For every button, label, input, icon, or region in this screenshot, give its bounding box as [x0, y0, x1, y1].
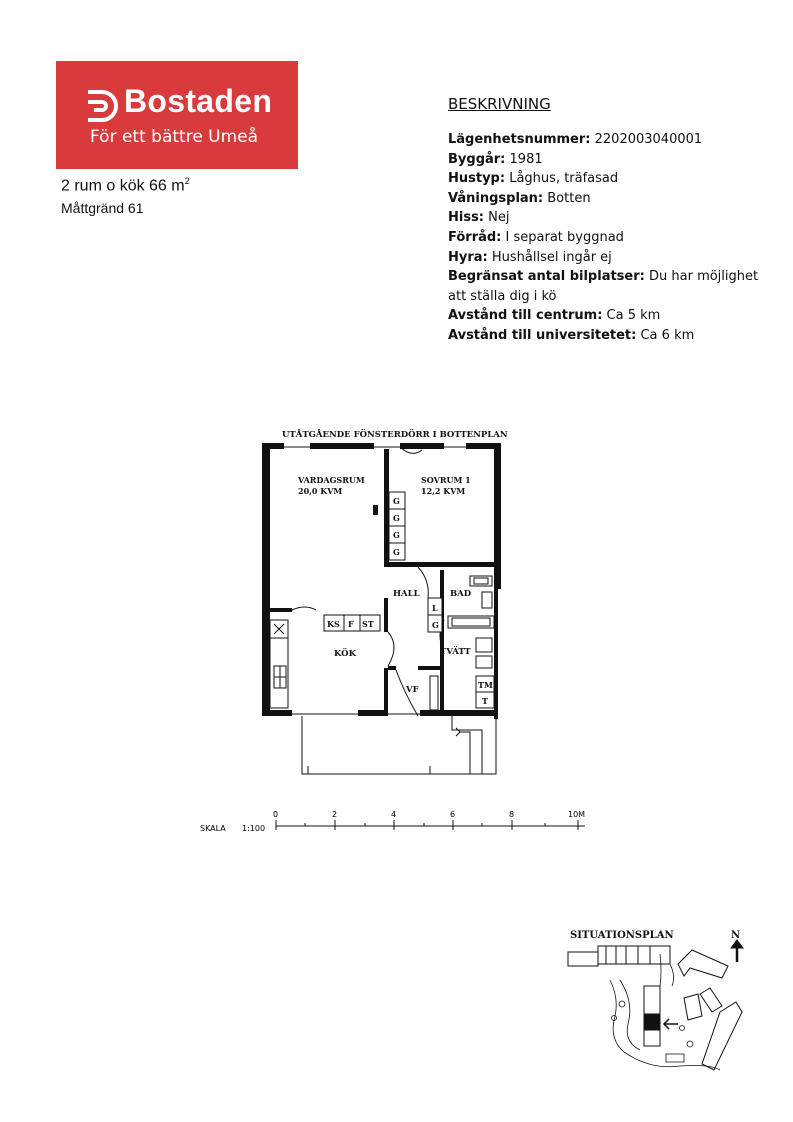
description-label: Byggår: [448, 151, 506, 167]
floorplan-caption: UTÅTGÅENDE FÖNSTERDÖRR I BOTTENPLAN [282, 430, 508, 440]
room-kitchen: KÖK [334, 649, 356, 659]
room-living-name: VARDAGSRUM [298, 475, 365, 485]
patio [302, 716, 496, 774]
apartment-size-unit: 2 [184, 176, 190, 186]
floor-plan [190, 420, 610, 840]
description-label: Hyra: [448, 249, 488, 265]
description-label: Begränsat antal bilplatser: [448, 269, 645, 285]
site-plan [560, 920, 760, 1080]
kitchen-wall-units [270, 620, 288, 708]
brand-name: Bostaden [124, 83, 273, 119]
site-buildings [568, 946, 742, 1070]
description-section [448, 95, 768, 346]
location-arrow-icon [664, 1019, 678, 1029]
bostaden-logo [56, 61, 298, 169]
scale-tick-label: 4 [391, 810, 397, 819]
description-value: Hushållsel ingår ej [491, 249, 612, 265]
scale-tick-label: 2 [332, 810, 338, 819]
description-value: I separat byggnad [505, 229, 624, 245]
fixture-wardrobe: G [393, 530, 400, 540]
siteplan-title: SITUATIONSPLAN [570, 930, 674, 941]
description-label: Våningsplan: [448, 190, 544, 206]
room-hall: HALL [393, 589, 420, 599]
description-row [448, 169, 768, 189]
fixture-wardrobe: G [432, 620, 439, 630]
description-row [448, 228, 768, 248]
description-label: Förråd: [448, 229, 502, 245]
fixture-fridge: KS [327, 619, 340, 629]
description-row [448, 326, 768, 346]
description-row [448, 267, 768, 287]
room-laundry: TVÄTT [440, 647, 471, 657]
description-heading: BESKRIVNING [448, 95, 551, 113]
room-living-area: 20,0 KVM [298, 486, 343, 496]
description-value: 1981 [509, 151, 543, 167]
fixture-dryer: T [482, 696, 488, 706]
fixture-freezer: F [348, 619, 354, 629]
description-row [448, 306, 768, 326]
description-label: Avstånd till universitetet: [448, 327, 637, 343]
fixture-wardrobe: G [393, 513, 400, 523]
scale-bar [276, 820, 585, 830]
description-row [448, 150, 768, 170]
scale-ratio: 1:100 [242, 824, 266, 833]
room-bath: BAD [450, 589, 472, 599]
wc-fixtures [430, 676, 438, 710]
room-bedroom-area: 12,2 KVM [421, 486, 466, 496]
scale-tick-label: 6 [450, 810, 456, 819]
description-row [448, 248, 768, 268]
room-wc: VF [406, 685, 419, 695]
description-label: Hustyp: [448, 171, 506, 187]
description-value: 2202003040001 [594, 132, 703, 147]
bathroom-fixtures [448, 576, 494, 628]
description-label: Lägenhetsnummer: [448, 132, 591, 147]
scale-label: SKALA [200, 824, 226, 833]
description-value: Ca 6 km [640, 327, 695, 343]
scale-tick-label: 0 [273, 810, 279, 819]
fixture-wardrobe: G [393, 547, 400, 557]
north-arrow-icon [731, 940, 743, 962]
north-label: N [731, 930, 741, 941]
scale-tick-label: 10M [568, 810, 586, 819]
brand-tagline: För ett bättre Umeå [90, 127, 259, 147]
description-row [448, 130, 768, 150]
description-row [448, 287, 768, 307]
description-row [448, 208, 768, 228]
description-value: Nej [488, 210, 510, 226]
fixture-stove: ST [362, 619, 374, 629]
apartment-size [61, 176, 190, 195]
description-value: att ställa dig i kö [448, 288, 557, 304]
fixture-wardrobe: G [393, 496, 400, 506]
description-label: Avstånd till centrum: [448, 308, 603, 324]
fixture-washer: TM [478, 680, 493, 690]
description-value: Låghus, träfasad [509, 171, 619, 187]
scale-tick-label: 8 [509, 810, 515, 819]
description-value: Du har möjlighet [649, 269, 759, 285]
apartment-size-text: 2 rum o kök 66 m [61, 177, 185, 195]
apartment-address: Måttgränd 61 [61, 200, 144, 216]
room-bedroom-name: SOVRUM 1 [421, 475, 471, 485]
description-row [448, 189, 768, 209]
description-label: Hiss: [448, 210, 485, 226]
door-swings [292, 567, 444, 716]
bostaden-b-icon [86, 90, 120, 122]
description-value: Botten [547, 190, 591, 206]
living-room-marker [373, 505, 378, 515]
description-value: Ca 5 km [606, 308, 661, 324]
fixture-linen: L [432, 603, 438, 613]
